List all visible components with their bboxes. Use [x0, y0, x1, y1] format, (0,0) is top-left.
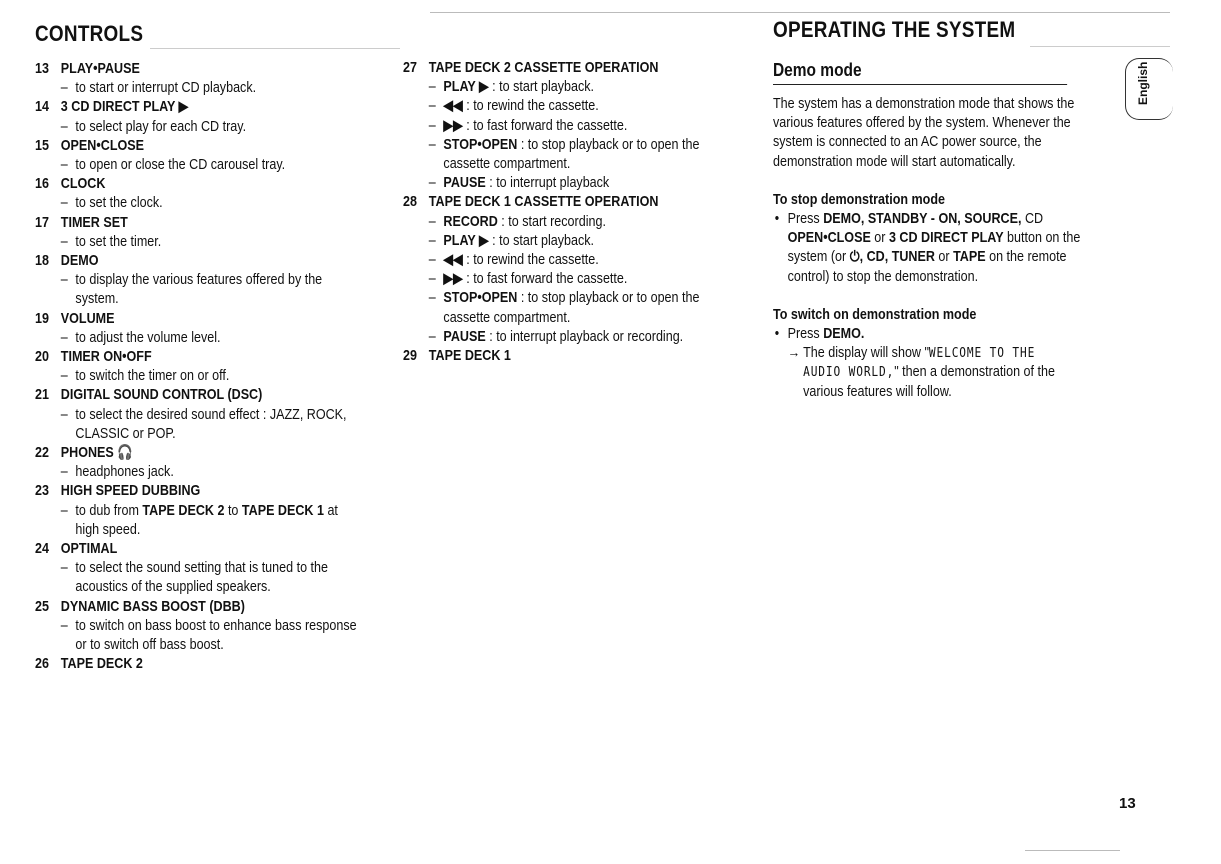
item-desc: – to set the timer. — [61, 233, 396, 252]
item-desc — [429, 136, 721, 155]
item-desc-bold: TAPE DECK 2 — [142, 502, 225, 519]
list-item — [35, 386, 396, 444]
operating-heading: OPERATING THE SYSTEM — [773, 17, 1016, 42]
item-desc — [429, 117, 721, 136]
item-desc-cont: acoustics of the supplied speakers. — [75, 579, 271, 596]
item-desc: – to switch on bass boost to enhance bass response — [61, 617, 396, 636]
item-desc: – headphones jack. — [61, 463, 396, 482]
step-text: on the remote — [985, 249, 1067, 266]
step-bold: ⏻, CD, TUNER — [849, 249, 935, 266]
stop-demo-title: To stop demonstration mode — [773, 191, 945, 208]
stop-demo-step-cont — [773, 229, 1117, 248]
intro-line: The system has a demonstration mode that shows the — [773, 96, 1075, 112]
item-desc-text: : to interrupt playback or recording. — [485, 328, 684, 345]
header-rule-left — [150, 48, 400, 49]
item-number: 21 — [35, 387, 49, 404]
step-text: " then a demonstration of the — [894, 364, 1055, 381]
list-item — [35, 137, 396, 175]
item-desc — [429, 251, 721, 270]
item-desc-text: : to start recording. — [497, 213, 606, 230]
step-bold: 3 CD DIRECT PLAY — [888, 230, 1004, 247]
item-desc — [429, 78, 721, 97]
item-number: 13 — [35, 61, 49, 77]
item-number: 16 — [35, 176, 49, 193]
step-text: or — [870, 230, 889, 247]
item-desc-text: to dub from — [75, 502, 143, 519]
item-number: 17 — [35, 214, 49, 231]
step-bold: DEMO. — [823, 326, 865, 343]
item-number: 15 — [35, 137, 49, 154]
item-desc-bold: PLAY ▶ — [443, 232, 489, 249]
item-title: TAPE DECK 1 CASSETTE OPERATION — [428, 194, 659, 211]
item-desc: – to open or close the CD carousel tray. — [61, 156, 396, 175]
item-desc — [429, 97, 721, 116]
step-text: Press — [787, 211, 824, 228]
item-desc-bold: ◀◀ — [443, 98, 463, 115]
switch-demo-result-cont: various features will follow. — [803, 383, 952, 400]
item-desc-bold: STOP•OPEN — [443, 290, 518, 307]
list-item — [35, 482, 396, 540]
item-title: DEMO — [60, 253, 99, 270]
intro-line: system is connected to an AC power source, the — [773, 134, 1042, 151]
arrow-icon: → — [787, 345, 801, 362]
switch-demo-result — [773, 344, 1117, 363]
step-bold: OPEN•CLOSE — [787, 230, 871, 247]
switch-demo-result-cont — [773, 363, 1117, 382]
item-number: 24 — [35, 541, 49, 558]
language-tab-label: English — [1136, 61, 1150, 105]
demo-mode-section — [773, 58, 1173, 402]
item-desc-cont: or to switch off bass boost. — [75, 637, 224, 654]
item-title: TAPE DECK 2 — [60, 656, 143, 673]
item-desc-bold: ◀◀ — [443, 252, 463, 269]
item-desc: – to display the various features offered by the — [61, 271, 396, 290]
step-bold: DEMO, STANDBY - ON, SOURCE, — [823, 211, 1022, 228]
item-number: 14 — [35, 99, 49, 116]
item-title: TAPE DECK 1 — [428, 348, 511, 365]
switch-demo-title: To switch on demonstration mode — [773, 306, 977, 323]
stop-demo-step — [773, 210, 1117, 229]
step-text: system (or — [787, 249, 850, 266]
intro-line: various features offered by the system. Whenever the — [773, 115, 1071, 132]
step-text: The display will show " — [803, 345, 929, 362]
item-desc: – to adjust the volume level. — [61, 329, 396, 348]
item-number: 19 — [35, 310, 49, 327]
stop-demo-step-cont — [773, 248, 1117, 267]
item-title: DIGITAL SOUND CONTROL (DSC) — [60, 387, 263, 404]
item-number: 22 — [35, 445, 49, 462]
list-item — [35, 348, 396, 386]
item-desc: – to start or interrupt CD playback. — [61, 79, 396, 98]
list-item — [35, 98, 396, 136]
item-number: 20 — [35, 349, 49, 366]
item-title: PHONES 🎧 — [60, 445, 133, 462]
intro-line: demonstration mode will start automatically. — [773, 153, 1016, 170]
item-title: PLAY•PAUSE — [60, 61, 140, 77]
item-number: 23 — [35, 483, 49, 500]
item-desc — [429, 328, 721, 347]
item-title: VOLUME — [60, 310, 115, 327]
item-desc: – to select play for each CD tray. — [61, 118, 396, 137]
item-desc — [429, 213, 721, 232]
item-number: 29 — [403, 348, 417, 365]
step-bold: TAPE — [953, 249, 986, 266]
item-desc-bold: TAPE DECK 1 — [241, 502, 324, 519]
item-desc-text: : to start playback. — [488, 79, 595, 96]
item-title: OPTIMAL — [60, 541, 118, 558]
list-item — [403, 193, 721, 347]
demo-mode-rule — [773, 84, 1067, 85]
item-desc-text: : to fast forward the cassette. — [462, 271, 628, 288]
step-text: button on the — [1003, 230, 1081, 247]
item-desc-cont: cassette compartment. — [443, 309, 571, 326]
item-desc-text: : to interrupt playback — [485, 175, 610, 192]
item-desc — [429, 270, 721, 289]
item-desc-text: : to stop playback or to open the — [517, 136, 700, 153]
header-rule-op — [1030, 46, 1170, 47]
scan-mark — [1025, 850, 1120, 851]
list-item — [35, 655, 396, 674]
item-desc-text: : to start playback. — [488, 232, 595, 249]
lcd-text: WELCOME TO THE — [928, 346, 1036, 362]
step-text: Press — [787, 326, 824, 343]
list-item — [403, 59, 721, 193]
item-desc-cont: CLASSIC or POP. — [75, 425, 176, 442]
controls-middle-column — [403, 59, 773, 366]
item-desc-cont: high speed. — [75, 521, 141, 538]
list-item — [35, 598, 396, 656]
stop-demo-step-cont: control) to stop the demonstration. — [787, 268, 979, 285]
item-title: DYNAMIC BASS BOOST (DBB) — [60, 598, 245, 615]
item-desc-bold: RECORD — [443, 213, 498, 230]
item-title: TIMER ON•OFF — [60, 349, 152, 366]
item-desc-cont: cassette compartment. — [443, 156, 571, 173]
item-desc — [429, 289, 721, 308]
item-desc-text: : to rewind the cassette. — [462, 98, 599, 115]
language-tab — [1125, 58, 1173, 120]
item-title: OPEN•CLOSE — [60, 137, 145, 154]
item-desc: – to select the desired sound effect : JAZZ, ROCK, — [61, 406, 396, 425]
item-desc-bold: STOP•OPEN — [443, 136, 518, 153]
list-item — [35, 214, 396, 252]
list-item — [35, 444, 396, 482]
item-desc-bold: PLAY ▶ — [443, 79, 489, 96]
item-desc: – to set the clock. — [61, 194, 396, 213]
item-desc-text: at — [323, 502, 338, 519]
list-item — [35, 310, 396, 348]
item-desc-bold: ▶▶ — [443, 271, 463, 288]
demo-mode-title: Demo mode — [773, 60, 862, 80]
item-desc — [429, 232, 721, 251]
item-title: HIGH SPEED DUBBING — [60, 483, 201, 500]
item-desc: – to switch the timer on or off. — [61, 367, 396, 386]
item-desc — [61, 502, 396, 521]
item-desc-text: : to stop playback or to open the — [517, 290, 700, 307]
item-desc-text: : to fast forward the cassette. — [462, 117, 628, 134]
item-desc-bold: PAUSE — [443, 328, 486, 345]
controls-heading: CONTROLS — [35, 21, 144, 46]
list-item — [35, 252, 396, 310]
page-number: 13 — [1119, 795, 1136, 812]
step-text: or — [934, 249, 954, 266]
item-title: TIMER SET — [60, 214, 128, 231]
item-title: CLOCK — [60, 176, 106, 193]
list-item — [35, 60, 396, 98]
item-number: 27 — [403, 60, 417, 76]
item-desc: – to select the sound setting that is tuned to the — [61, 559, 396, 578]
list-item — [35, 175, 396, 213]
lcd-text: AUDIO WORLD, — [803, 365, 895, 381]
controls-left-column — [35, 60, 455, 675]
item-number: 28 — [403, 194, 417, 211]
item-number: 18 — [35, 253, 49, 270]
item-desc-cont: system. — [75, 291, 119, 308]
item-number: 26 — [35, 656, 49, 673]
header-rule-right — [430, 12, 1170, 13]
list-item — [35, 540, 396, 598]
item-desc-text: to — [224, 502, 242, 519]
item-desc — [429, 174, 721, 193]
item-desc-bold: PAUSE — [443, 175, 486, 192]
item-number: 25 — [35, 598, 49, 615]
item-desc-bold: ▶▶ — [443, 117, 463, 134]
list-item — [403, 347, 721, 366]
switch-demo-step — [773, 325, 1117, 344]
item-title: TAPE DECK 2 CASSETTE OPERATION — [428, 60, 659, 76]
item-desc-text: : to rewind the cassette. — [462, 252, 599, 269]
step-text: CD — [1021, 211, 1044, 228]
item-title: 3 CD DIRECT PLAY ▶ — [60, 99, 189, 116]
